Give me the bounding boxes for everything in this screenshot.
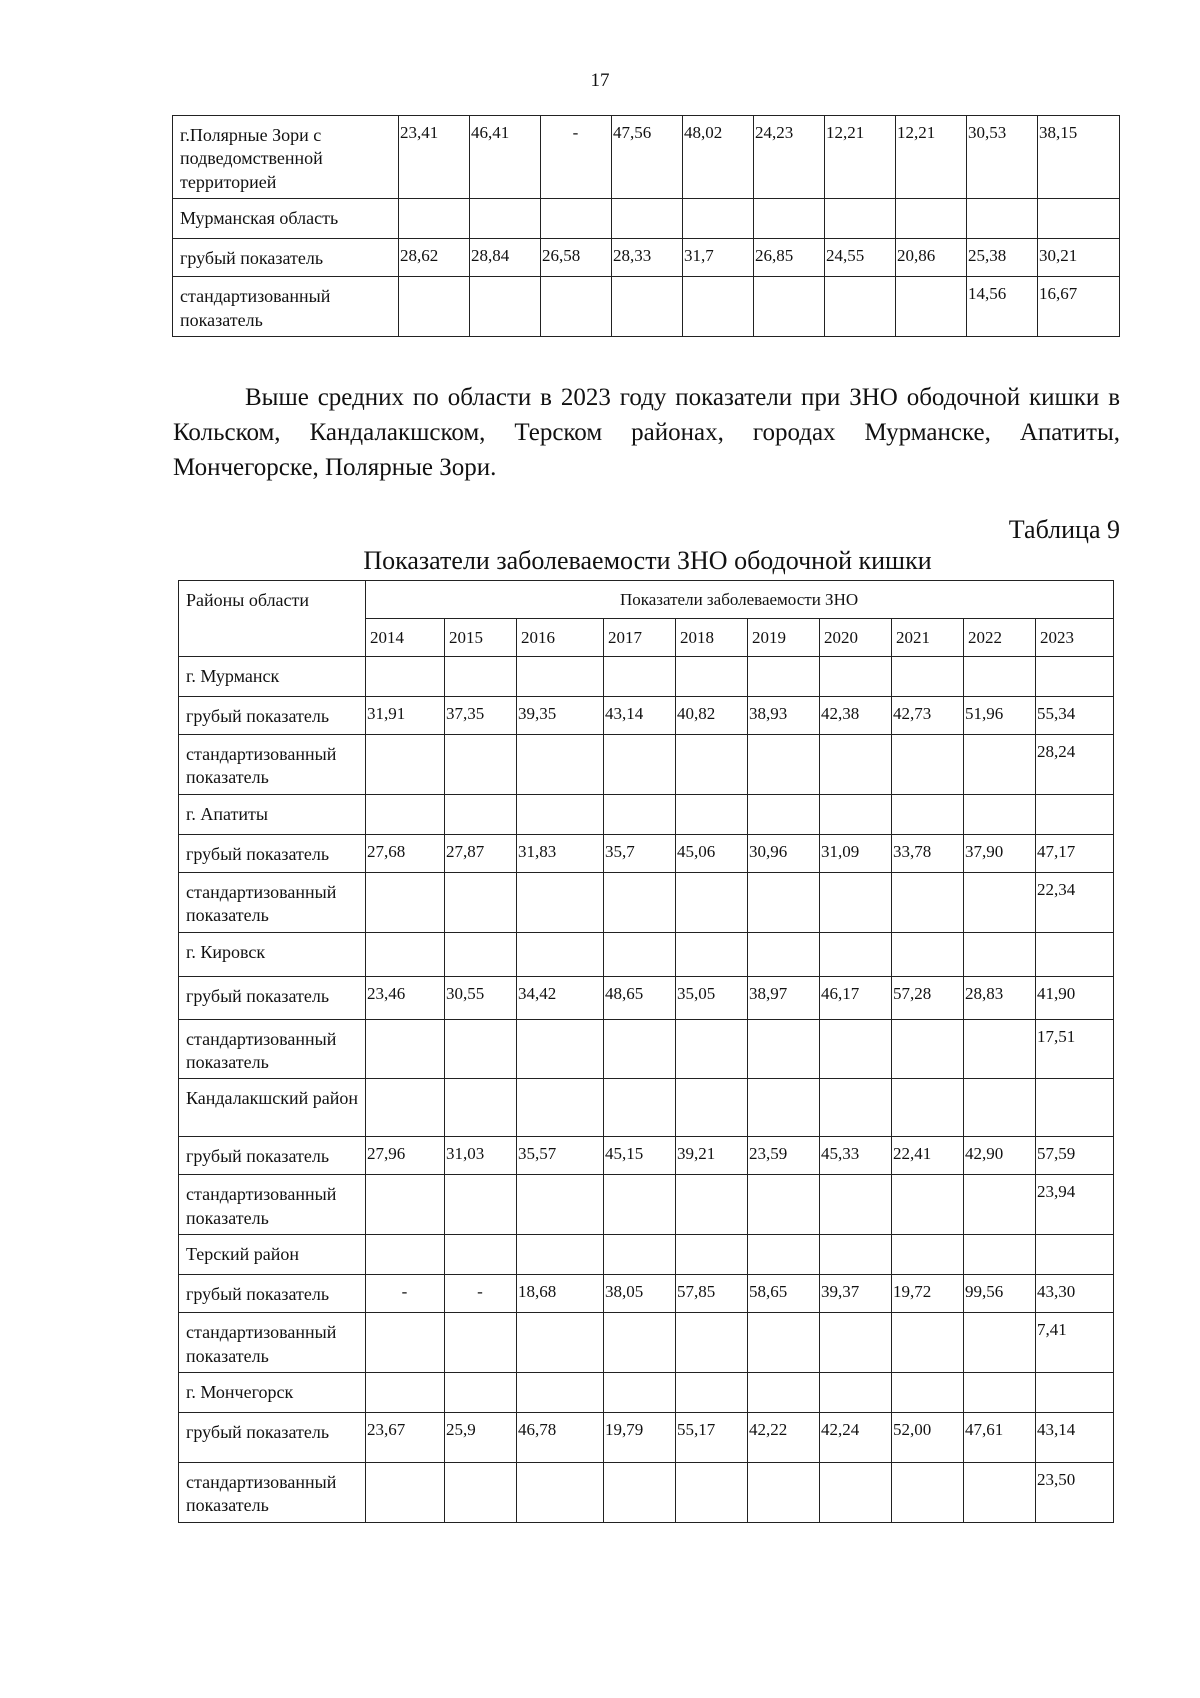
table-cell: 58,65 bbox=[748, 1275, 820, 1313]
table-cell bbox=[964, 735, 1036, 795]
row-label: стандартизованный показатель bbox=[179, 735, 366, 795]
table-cell: 7,41 bbox=[1036, 1313, 1114, 1373]
table-cell bbox=[604, 657, 676, 697]
year-header: 2021 bbox=[892, 619, 964, 657]
table-cell bbox=[517, 932, 604, 976]
row-label: стандартизованный показатель bbox=[179, 872, 366, 932]
table-cell: 57,59 bbox=[1036, 1137, 1114, 1175]
table-cell: 39,21 bbox=[676, 1137, 748, 1175]
table-cell: 19,79 bbox=[604, 1412, 676, 1462]
table-cell bbox=[820, 1462, 892, 1522]
table-cell bbox=[748, 735, 820, 795]
table-cell bbox=[964, 1462, 1036, 1522]
table-row bbox=[173, 116, 1120, 199]
table-cell: 37,35 bbox=[445, 697, 517, 735]
table-cell bbox=[604, 1372, 676, 1412]
table-row bbox=[173, 239, 1120, 277]
table-cell: 22,34 bbox=[1036, 872, 1114, 932]
year-header: 2017 bbox=[604, 619, 676, 657]
table-cell: 26,85 bbox=[754, 239, 825, 277]
table-cell: 57,28 bbox=[892, 976, 964, 1019]
table-row bbox=[179, 697, 1114, 735]
table-cell: 23,46 bbox=[366, 976, 445, 1019]
table-cell bbox=[517, 1235, 604, 1275]
table-cell: 46,41 bbox=[470, 116, 541, 199]
table-cell bbox=[825, 199, 896, 239]
year-header: 2018 bbox=[676, 619, 748, 657]
table-cell bbox=[676, 932, 748, 976]
table-cell bbox=[1038, 199, 1120, 239]
table-cell bbox=[612, 199, 683, 239]
table-cell: 42,24 bbox=[820, 1412, 892, 1462]
table-cell bbox=[748, 1019, 820, 1079]
table-cell bbox=[366, 1019, 445, 1079]
table-cell bbox=[748, 794, 820, 834]
table-row bbox=[173, 199, 1120, 239]
page-number: 17 bbox=[590, 70, 610, 91]
table-cell bbox=[748, 1175, 820, 1235]
table-cell bbox=[1036, 1079, 1114, 1137]
table-cell bbox=[748, 1235, 820, 1275]
row-label: стандартизованный показатель bbox=[179, 1462, 366, 1522]
table-cell: 30,96 bbox=[748, 834, 820, 872]
table-cell bbox=[892, 735, 964, 795]
table-cell bbox=[676, 1079, 748, 1137]
table-cell: 51,96 bbox=[964, 697, 1036, 735]
table-cell bbox=[748, 657, 820, 697]
table-cell bbox=[604, 1313, 676, 1373]
table-cell: 33,78 bbox=[892, 834, 964, 872]
table-cell bbox=[604, 735, 676, 795]
row-label: грубый показатель bbox=[179, 697, 366, 735]
table-cell bbox=[748, 932, 820, 976]
table-cell: 42,22 bbox=[748, 1412, 820, 1462]
table-cell: 28,33 bbox=[612, 239, 683, 277]
table-cell: 42,90 bbox=[964, 1137, 1036, 1175]
row-label: грубый показатель bbox=[179, 1137, 366, 1175]
table-cell bbox=[683, 199, 754, 239]
table-cell: 20,86 bbox=[896, 239, 967, 277]
table-cell bbox=[892, 1372, 964, 1412]
table-cell: - bbox=[366, 1275, 445, 1313]
table-cell: 24,23 bbox=[754, 116, 825, 199]
table-cell: 52,00 bbox=[892, 1412, 964, 1462]
table-cell: 47,56 bbox=[612, 116, 683, 199]
table-cell: 26,58 bbox=[541, 239, 612, 277]
table-cell: 35,57 bbox=[517, 1137, 604, 1175]
row-label: г.Полярные Зори с подведомственной территорией bbox=[173, 116, 399, 199]
table-cell bbox=[366, 932, 445, 976]
table-cell: 28,83 bbox=[964, 976, 1036, 1019]
table-cell bbox=[892, 872, 964, 932]
table-cell: 48,02 bbox=[683, 116, 754, 199]
table-cell bbox=[748, 872, 820, 932]
table-cell bbox=[820, 1079, 892, 1137]
year-header: 2014 bbox=[366, 619, 445, 657]
table-cell bbox=[967, 199, 1038, 239]
table-cell: 46,17 bbox=[820, 976, 892, 1019]
table-cell bbox=[445, 1313, 517, 1373]
table-cell bbox=[366, 1235, 445, 1275]
table-cell: 17,51 bbox=[1036, 1019, 1114, 1079]
table-cell: 23,67 bbox=[366, 1412, 445, 1462]
table-cell bbox=[683, 277, 754, 337]
table-cell bbox=[604, 1235, 676, 1275]
table-cell: 18,68 bbox=[517, 1275, 604, 1313]
table-cell bbox=[748, 1372, 820, 1412]
table-cell bbox=[896, 199, 967, 239]
table-cell: 31,09 bbox=[820, 834, 892, 872]
table-row bbox=[179, 1137, 1114, 1175]
table-cell bbox=[754, 199, 825, 239]
table-cell bbox=[964, 1235, 1036, 1275]
table-cell bbox=[1036, 1235, 1114, 1275]
table-cell: 38,93 bbox=[748, 697, 820, 735]
table-row bbox=[179, 1462, 1114, 1522]
table-row bbox=[179, 872, 1114, 932]
table-row bbox=[179, 735, 1114, 795]
table-cell bbox=[517, 1019, 604, 1079]
table-cell bbox=[604, 1175, 676, 1235]
table-cell: 37,90 bbox=[964, 834, 1036, 872]
table-cell: 23,50 bbox=[1036, 1462, 1114, 1522]
table-row bbox=[179, 976, 1114, 1019]
table-cell bbox=[676, 794, 748, 834]
table-cell: 43,30 bbox=[1036, 1275, 1114, 1313]
table-cell bbox=[1036, 1372, 1114, 1412]
table-cell: 27,96 bbox=[366, 1137, 445, 1175]
table-cell bbox=[676, 735, 748, 795]
table-cell bbox=[445, 1235, 517, 1275]
table-cell bbox=[825, 277, 896, 337]
table-cell bbox=[820, 1019, 892, 1079]
table-cell bbox=[366, 1372, 445, 1412]
row-label: грубый показатель bbox=[179, 834, 366, 872]
table-cell bbox=[820, 932, 892, 976]
table-cell bbox=[366, 1313, 445, 1373]
table-cell bbox=[517, 872, 604, 932]
table-cell bbox=[366, 1462, 445, 1522]
table-cell bbox=[892, 1235, 964, 1275]
table-cell bbox=[964, 657, 1036, 697]
table-cell bbox=[964, 932, 1036, 976]
table-cell bbox=[892, 1175, 964, 1235]
table-cell: 55,34 bbox=[1036, 697, 1114, 735]
table-cell: 28,84 bbox=[470, 239, 541, 277]
year-header: 2022 bbox=[964, 619, 1036, 657]
table-cell bbox=[964, 1372, 1036, 1412]
table-cell bbox=[1036, 657, 1114, 697]
table-cell bbox=[964, 1019, 1036, 1079]
table-cell bbox=[517, 1079, 604, 1137]
table-cell bbox=[754, 277, 825, 337]
table-cell: 43,14 bbox=[1036, 1412, 1114, 1462]
table-cell bbox=[517, 735, 604, 795]
table-cell bbox=[399, 277, 470, 337]
table-cell: 35,05 bbox=[676, 976, 748, 1019]
table-row bbox=[179, 1412, 1114, 1462]
table-cell: 27,87 bbox=[445, 834, 517, 872]
table-cell: 12,21 bbox=[825, 116, 896, 199]
table-cell bbox=[892, 657, 964, 697]
table-row bbox=[179, 1275, 1114, 1313]
table-cell: 31,03 bbox=[445, 1137, 517, 1175]
year-header: 2020 bbox=[820, 619, 892, 657]
table-cell: 19,72 bbox=[892, 1275, 964, 1313]
table-row bbox=[173, 277, 1120, 337]
table-cell bbox=[676, 1235, 748, 1275]
table-cell: 38,15 bbox=[1038, 116, 1120, 199]
table-row bbox=[179, 657, 1114, 697]
table-cell: 22,41 bbox=[892, 1137, 964, 1175]
table-cell bbox=[676, 1313, 748, 1373]
table-cell bbox=[541, 277, 612, 337]
table-row bbox=[179, 1175, 1114, 1235]
table-cell bbox=[366, 872, 445, 932]
table-cell: 48,65 bbox=[604, 976, 676, 1019]
row-label: Кандалакшский район bbox=[179, 1079, 366, 1137]
table-cell: 45,15 bbox=[604, 1137, 676, 1175]
table-cell bbox=[604, 932, 676, 976]
table-cell bbox=[892, 1313, 964, 1373]
table-cell: 25,9 bbox=[445, 1412, 517, 1462]
table-cell bbox=[748, 1313, 820, 1373]
table-cell bbox=[517, 1372, 604, 1412]
table-cell: 55,17 bbox=[676, 1412, 748, 1462]
table-cell bbox=[366, 1175, 445, 1235]
table-cell bbox=[445, 735, 517, 795]
table-cell: 45,06 bbox=[676, 834, 748, 872]
table-cell: 14,56 bbox=[967, 277, 1038, 337]
table-cell bbox=[604, 794, 676, 834]
table-cell: 47,17 bbox=[1036, 834, 1114, 872]
table-cell bbox=[445, 1019, 517, 1079]
table-cell bbox=[517, 1462, 604, 1522]
table-cell bbox=[366, 794, 445, 834]
table-cell bbox=[748, 1079, 820, 1137]
row-label: г. Кировск bbox=[179, 932, 366, 976]
header-districts: Районы области bbox=[179, 581, 366, 657]
table-cell bbox=[964, 872, 1036, 932]
table-cell: 99,56 bbox=[964, 1275, 1036, 1313]
table-cell bbox=[676, 1175, 748, 1235]
table-cell bbox=[820, 1313, 892, 1373]
header-indicators: Показатели заболеваемости ЗНО bbox=[366, 581, 1114, 619]
table-cell bbox=[470, 199, 541, 239]
table-cell: 47,61 bbox=[964, 1412, 1036, 1462]
table-cell bbox=[964, 1079, 1036, 1137]
table-cell bbox=[541, 199, 612, 239]
table-cell bbox=[964, 794, 1036, 834]
table-row bbox=[179, 1019, 1114, 1079]
table-row bbox=[179, 932, 1114, 976]
table-cell: 25,38 bbox=[967, 239, 1038, 277]
table-row bbox=[179, 1372, 1114, 1412]
year-header: 2023 bbox=[1036, 619, 1114, 657]
table-cell bbox=[445, 932, 517, 976]
table-cell bbox=[676, 657, 748, 697]
year-header: 2019 bbox=[748, 619, 820, 657]
table-cell bbox=[517, 1175, 604, 1235]
row-label: Мурманская область bbox=[173, 199, 399, 239]
table-cell: 45,33 bbox=[820, 1137, 892, 1175]
row-label: стандартизованный показатель bbox=[179, 1019, 366, 1079]
table-cell bbox=[820, 1235, 892, 1275]
year-header: 2015 bbox=[445, 619, 517, 657]
table-cell: 12,21 bbox=[896, 116, 967, 199]
table-number-label: Таблица 9 bbox=[1008, 515, 1120, 544]
table-cell: 40,82 bbox=[676, 697, 748, 735]
row-label: грубый показатель bbox=[173, 239, 399, 277]
row-label: стандартизованный показатель bbox=[173, 277, 399, 337]
table-cell bbox=[517, 657, 604, 697]
table-cell: 23,41 bbox=[399, 116, 470, 199]
table-cell bbox=[366, 1079, 445, 1137]
table-cell bbox=[445, 794, 517, 834]
table-cell bbox=[820, 735, 892, 795]
table-cell bbox=[445, 1175, 517, 1235]
row-label: грубый показатель bbox=[179, 1412, 366, 1462]
row-label: стандартизованный показатель bbox=[179, 1313, 366, 1373]
table-cell bbox=[604, 1079, 676, 1137]
table-cell: 28,62 bbox=[399, 239, 470, 277]
table-cell bbox=[964, 1313, 1036, 1373]
table-cell bbox=[366, 657, 445, 697]
table-cell bbox=[892, 794, 964, 834]
table-row bbox=[179, 794, 1114, 834]
table-cell: 41,90 bbox=[1036, 976, 1114, 1019]
incidence-table-continued bbox=[172, 115, 1120, 337]
table-cell: 16,67 bbox=[1038, 277, 1120, 337]
table-cell bbox=[445, 1462, 517, 1522]
table-cell: - bbox=[541, 116, 612, 199]
table-cell bbox=[445, 1372, 517, 1412]
table-cell bbox=[820, 1175, 892, 1235]
table-cell bbox=[445, 1079, 517, 1137]
table-cell bbox=[517, 794, 604, 834]
row-label: грубый показатель bbox=[179, 1275, 366, 1313]
table-cell: 30,55 bbox=[445, 976, 517, 1019]
table-cell bbox=[892, 1019, 964, 1079]
table-cell: 43,14 bbox=[604, 697, 676, 735]
table-row bbox=[179, 834, 1114, 872]
year-header: 2016 bbox=[517, 619, 604, 657]
table-cell bbox=[1036, 932, 1114, 976]
table-cell: 30,53 bbox=[967, 116, 1038, 199]
row-label: Терский район bbox=[179, 1235, 366, 1275]
table-cell: 31,83 bbox=[517, 834, 604, 872]
table-cell: 46,78 bbox=[517, 1412, 604, 1462]
table-cell: 31,7 bbox=[683, 239, 754, 277]
table-cell: 24,55 bbox=[825, 239, 896, 277]
table-cell: 35,7 bbox=[604, 834, 676, 872]
table-cell bbox=[676, 1372, 748, 1412]
table-cell: 23,59 bbox=[748, 1137, 820, 1175]
table-cell bbox=[896, 277, 967, 337]
table-cell: 27,68 bbox=[366, 834, 445, 872]
table-cell bbox=[445, 657, 517, 697]
table-cell bbox=[604, 1462, 676, 1522]
table-cell bbox=[820, 794, 892, 834]
table-cell bbox=[964, 1175, 1036, 1235]
table-cell bbox=[470, 277, 541, 337]
table-cell bbox=[604, 1019, 676, 1079]
table-cell bbox=[399, 199, 470, 239]
table-cell bbox=[445, 872, 517, 932]
table-cell: 57,85 bbox=[676, 1275, 748, 1313]
table-cell: 38,97 bbox=[748, 976, 820, 1019]
row-label: грубый показатель bbox=[179, 976, 366, 1019]
table-row bbox=[179, 1313, 1114, 1373]
table-cell bbox=[820, 657, 892, 697]
table-cell bbox=[676, 872, 748, 932]
table-cell bbox=[366, 735, 445, 795]
table-cell bbox=[612, 277, 683, 337]
table-cell: 39,35 bbox=[517, 697, 604, 735]
table-cell: 23,94 bbox=[1036, 1175, 1114, 1235]
table-cell bbox=[604, 872, 676, 932]
table-cell bbox=[1036, 794, 1114, 834]
row-label: г. Мончегорск bbox=[179, 1372, 366, 1412]
table-row bbox=[179, 1079, 1114, 1137]
table-row bbox=[179, 1235, 1114, 1275]
table-title: Показатели заболеваемости ЗНО ободочной кишки bbox=[363, 546, 932, 575]
table-cell: 30,21 bbox=[1038, 239, 1120, 277]
table-cell: 38,05 bbox=[604, 1275, 676, 1313]
row-label: г. Апатиты bbox=[179, 794, 366, 834]
table-cell: 42,73 bbox=[892, 697, 964, 735]
table-cell bbox=[892, 932, 964, 976]
table-cell bbox=[748, 1462, 820, 1522]
table-cell bbox=[892, 1462, 964, 1522]
table-cell: - bbox=[445, 1275, 517, 1313]
table-cell bbox=[676, 1462, 748, 1522]
table-cell bbox=[517, 1313, 604, 1373]
row-label: г. Мурманск bbox=[179, 657, 366, 697]
table-cell bbox=[892, 1079, 964, 1137]
table-cell: 39,37 bbox=[820, 1275, 892, 1313]
table-cell bbox=[820, 1372, 892, 1412]
table-cell: 31,91 bbox=[366, 697, 445, 735]
header-row bbox=[179, 581, 1114, 619]
table-cell: 42,38 bbox=[820, 697, 892, 735]
table-cell: 34,42 bbox=[517, 976, 604, 1019]
summary-paragraph-text: Выше средних по области в 2023 году показатели при ЗНО ободочной кишки в Кольском, Кандалакшском, Терском районах, городах Мурманске, Апатиты, Мончегорске, Полярные Зори. bbox=[173, 384, 1120, 481]
row-label: стандартизованный показатель bbox=[179, 1175, 366, 1235]
table-cell bbox=[820, 872, 892, 932]
table-cell bbox=[676, 1019, 748, 1079]
summary-paragraph bbox=[173, 380, 1120, 485]
table-cell: 28,24 bbox=[1036, 735, 1114, 795]
colon-cancer-incidence-table bbox=[178, 580, 1114, 1523]
